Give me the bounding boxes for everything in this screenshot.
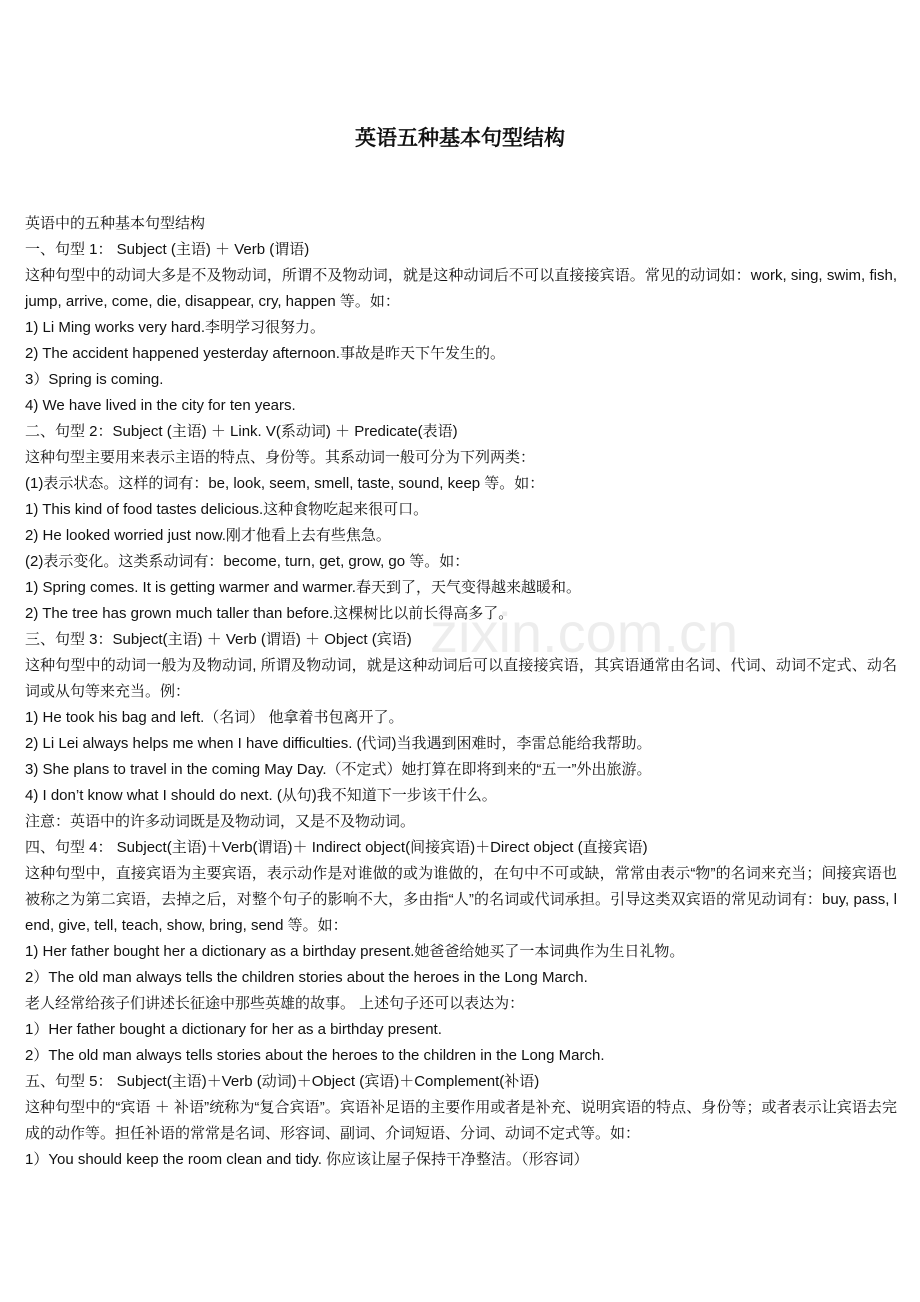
example-line: 1) Her father bought her a dictionary as a birthday present.她爸爸给她买了一本词典作为生日礼物。 — [25, 943, 685, 960]
paragraph: 这种句型中，直接宾语为主要宾语，表示动作是对谁做的或为谁做的，在句中不可或缺，常常由表示“物”的名词来充当；间接宾语也被称之为第二宾语，去掉之后，对整个句子的影响不大，多由指“人”的名词或代词承担。引导这类双宾语的常见动词有：buy, pass, lend, give, tell, teach, show, bring, send 等。如： — [25, 865, 897, 934]
section-heading-4: 四、句型 4： Subject(主语)＋Verb(谓语)＋ Indirect object(间接宾语)＋Direct object (直接宾语) — [25, 839, 648, 856]
example-line: 1) This kind of food tastes delicious.这种食物吃起来很可口。 — [25, 501, 429, 518]
example-line: 1) Li Ming works very hard.李明学习很努力。 — [25, 319, 326, 336]
document-title: 英语五种基本句型结构 — [355, 126, 565, 150]
example-line: 3) She plans to travel in the coming May Day.（不定式）她打算在即将到来的“五一”外出旅游。 — [25, 761, 652, 778]
paragraph-line: 这种句型主要用来表示主语的特点、身份等。其系动词一般可分为下列两类： — [25, 449, 536, 466]
section-heading-3: 三、句型 3：Subject(主语) ＋ Verb (谓语) ＋ Object (宾语) — [25, 631, 412, 648]
example-line: 4) We have lived in the city for ten years. — [25, 397, 296, 414]
paragraph: 这种句型中的动词一般为及物动词, 所谓及物动词，就是这种动词后可以直接接宾语，其宾语通常由名词、代词、动词不定式、动名词或从句等来充当。例： — [25, 657, 897, 700]
example-line: 1) He took his bag and left.（名词） 他拿着书包离开了。 — [25, 709, 404, 726]
subheading-line: (2)表示变化。这类系动词有：become, turn, get, grow, go 等。如： — [25, 553, 470, 570]
example-line: 1) Spring comes. It is getting warmer and warmer.春天到了，天气变得越来越暖和。 — [25, 579, 581, 596]
example-line: 2) The tree has grown much taller than before.这棵树比以前长得高多了。 — [25, 605, 514, 622]
paragraph-line: 老人经常给孩子们讲述长征途中那些英雄的故事。 上述句子还可以表达为： — [25, 995, 525, 1012]
section-heading-5: 五、句型 5： Subject(主语)＋Verb (动词)＋Object (宾语)＋Complement(补语) — [25, 1073, 540, 1090]
example-line: 2）The old man always tells stories about the heroes to the children in the Long March. — [25, 1047, 605, 1064]
example-line: 2) Li Lei always helps me when I have difficulties. (代词)当我遇到困难时，李雷总能给我帮助。 — [25, 735, 652, 752]
paragraph: 这种句型中的动词大多是不及物动词，所谓不及物动词，就是这种动词后不可以直接接宾语。常见的动词如：work, sing, swim, fish, jump, arrive, come, die, disappear, cry, happen 等。如： — [25, 267, 897, 310]
example-line: 1）Her father bought a dictionary for her as a birthday present. — [25, 1021, 442, 1038]
note-line: 注意：英语中的许多动词既是及物动词，又是不及物动词。 — [25, 813, 416, 830]
watermark: zixin.com.cn — [430, 601, 739, 664]
document-body — [25, 211, 897, 1173]
example-line: 1）You should keep the room clean and tidy. 你应该让屋子保持干净整洁。（形容词） — [25, 1151, 589, 1168]
example-line: 2) The accident happened yesterday afternoon.事故是昨天下午发生的。 — [25, 345, 505, 362]
paragraph: 这种句型中的“宾语 ＋ 补语”统称为“复合宾语”。宾语补足语的主要作用或者是补充、说明宾语的特点、身份等；或者表示让宾语去完成的动作等。担任补语的常常是名词、形容词、副词、介词短语、分词、动词不定式等。如： — [25, 1099, 897, 1142]
section-heading-2: 二、句型 2：Subject (主语) ＋ Link. V(系动词) ＋ Predicate(表语) — [25, 423, 458, 440]
example-line: 4) I don’t know what I should do next. (从句)我不知道下一步该干什么。 — [25, 787, 497, 804]
example-line: 2）The old man always tells the children stories about the heroes in the Long March. — [25, 969, 588, 986]
section-heading-1: 一、句型 1： Subject (主语) ＋ Verb (谓语) — [25, 241, 310, 258]
example-line: 2) He looked worried just now.刚才他看上去有些焦急。 — [25, 527, 391, 544]
intro-line: 英语中的五种基本句型结构 — [25, 215, 206, 232]
subheading-line: (1)表示状态。这样的词有：be, look, seem, smell, taste, sound, keep 等。如： — [25, 475, 545, 492]
example-line: 3）Spring is coming. — [25, 371, 164, 388]
